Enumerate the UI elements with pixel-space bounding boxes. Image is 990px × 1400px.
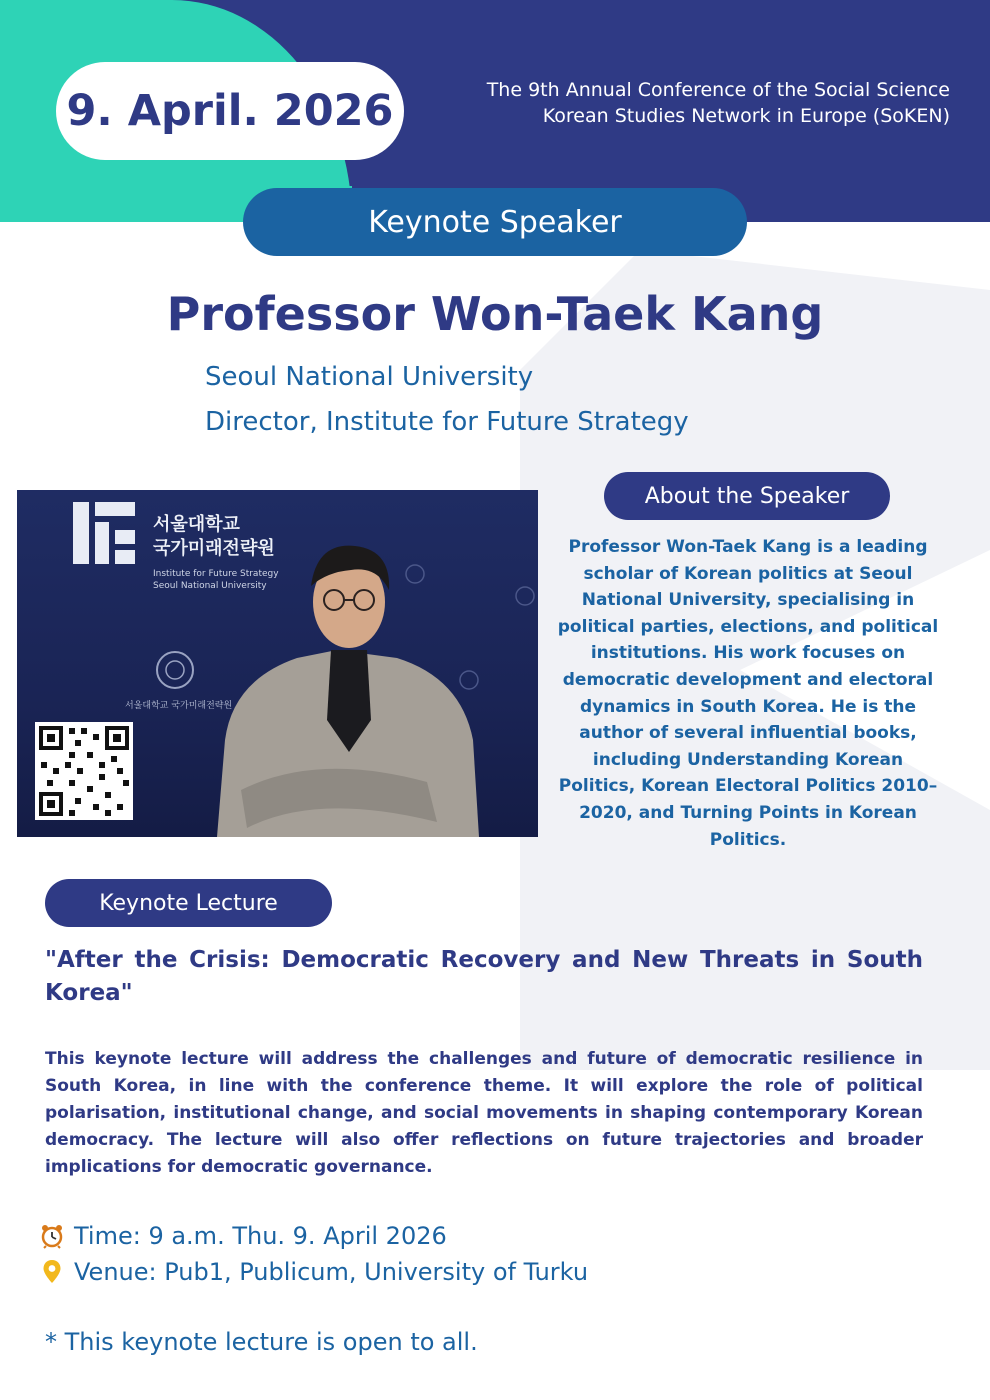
open-to-all-note: * This keynote lecture is open to all.: [45, 1328, 478, 1356]
speaker-name: Professor Won-Taek Kang: [166, 287, 824, 341]
map-pin-icon: [40, 1258, 64, 1286]
conference-title-line2: Korean Studies Network in Europe (SoKEN): [542, 105, 950, 127]
about-speaker-label: About the Speaker: [604, 472, 890, 520]
event-venue: Venue: Pub1, Publicum, University of Turku: [74, 1258, 589, 1286]
sign-small: 서울대학교 국가미래전략원: [125, 701, 233, 711]
venue-row: [40, 1258, 588, 1286]
keynote-lecture-label: Keynote Lecture: [45, 879, 332, 927]
conference-title-line1: The 9th Annual Conference of the Social Science: [486, 79, 950, 101]
lecture-description: This keynote lecture will address the challenges and future of democratic resilience in South Korea, in line with the conference theme. It will explore the role of political polarisation, institutional change, and social movements in shaping contemporary Korean democracy. The lecture will also offer reflections on future trajectories and broader implications for democratic governance.: [45, 1049, 923, 1177]
speaker-position: Director, Institute for Future Strategy: [205, 407, 689, 437]
time-row: [40, 1222, 447, 1250]
alarm-clock-icon: [40, 1222, 64, 1250]
keynote-speaker-label: Keynote Speaker: [243, 188, 747, 256]
event-date: 9. April. 2026: [56, 62, 404, 160]
sign-korean-line2: 국가미래전략원: [153, 538, 275, 559]
sign-english-line2: Seoul National University: [153, 581, 267, 591]
sign-korean-line1: 서울대학교: [153, 514, 240, 535]
sign-english-line1: Institute for Future Strategy: [153, 569, 279, 579]
speaker-photo: [17, 490, 538, 837]
lecture-title: "After the Crisis: Democratic Recovery and New Threats in South Korea": [45, 947, 923, 1006]
speaker-affiliation: Seoul National University: [205, 362, 534, 392]
qr-code: [35, 722, 133, 820]
conference-title: [430, 77, 950, 129]
university-emblem: [157, 652, 193, 688]
about-speaker-text: Professor Won-Taek Kang is a leading scholar of Korean politics at Seoul National University, specialising in political parties, elections, and political institutions. His work focuses on democratic development and electoral dynamics in South Korea. He is the author of several influential books, including Understanding Korean Politics, Korean Electoral Politics 2010–2020, and Turning Points in Korean Politics.: [557, 537, 939, 850]
speaker-photo-illustration: [17, 490, 538, 837]
institute-logo: [73, 502, 135, 564]
event-time: Time: 9 a.m. Thu. 9. April 2026: [74, 1222, 447, 1250]
